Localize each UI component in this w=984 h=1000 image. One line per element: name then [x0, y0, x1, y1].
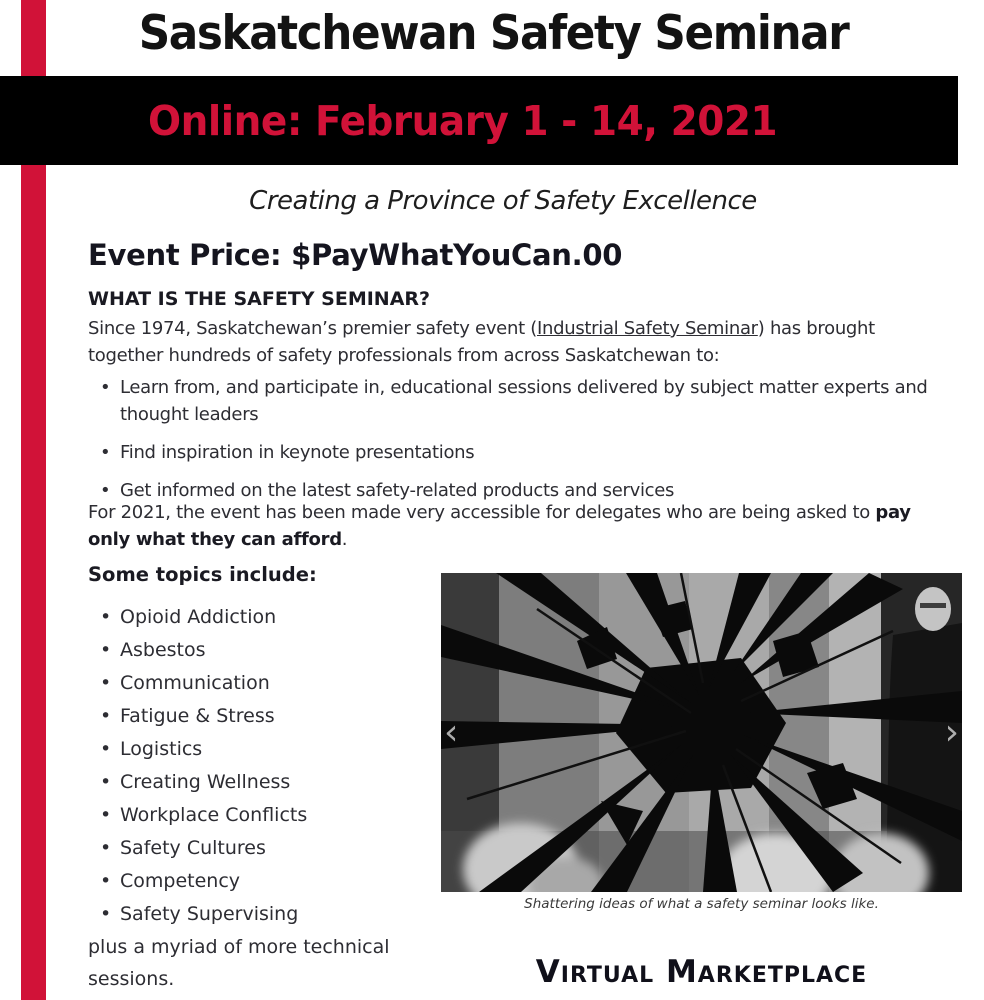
- list-item: [88, 798, 438, 831]
- list-item-label: Workplace Conflicts: [120, 803, 308, 826]
- page-title: [30, 6, 958, 61]
- shattered-glass-photo: [441, 573, 962, 892]
- list-item: [88, 897, 438, 930]
- carousel-next-button[interactable]: ›: [944, 711, 959, 753]
- list-item-label: Learn from, and participate in, educational sessions delivered by subject matter experts and thought leaders: [120, 377, 928, 425]
- intro-text-pre: Since 1974, Saskatchewan’s premier safety event (: [88, 318, 537, 339]
- date-banner-text: Online: February 1 - 14, 2021: [148, 96, 778, 145]
- bullet-icon: •: [100, 737, 112, 760]
- industrial-safety-seminar-link[interactable]: Industrial Safety Seminar: [536, 318, 758, 339]
- bullet-icon: •: [100, 836, 112, 859]
- list-item: [88, 765, 438, 798]
- seminar-photo-carousel: [441, 573, 962, 892]
- outro-text-pre: For 2021, the event has been made very accessible for delegates who are being asked to: [88, 502, 876, 523]
- photo-caption: Shattering ideas of what a safety seminar looks like.: [524, 896, 879, 912]
- bullet-icon: •: [100, 770, 112, 793]
- list-item: [88, 600, 438, 633]
- date-banner: [0, 76, 958, 165]
- outro-bold-text: pay only what they can afford: [88, 502, 911, 550]
- tagline: Creating a Province of Safety Excellence: [249, 186, 757, 216]
- virtual-marketplace-heading: Virtual Marketplace: [535, 954, 868, 990]
- intro-text-post: ) has brought together hundreds of safety professionals from across Saskatchewan to:: [88, 318, 875, 366]
- list-item: [88, 439, 968, 466]
- list-item-label: Safety Cultures: [120, 836, 266, 859]
- list-item-label: Fatigue & Stress: [120, 704, 275, 727]
- bullet-icon: •: [100, 902, 112, 925]
- bullet-icon: •: [100, 671, 112, 694]
- list-item: [88, 864, 438, 897]
- list-item: [88, 699, 438, 732]
- list-item-label: Asbestos: [120, 638, 206, 661]
- carousel-prev-button[interactable]: ‹: [444, 711, 459, 753]
- page-title-text: Saskatchewan Safety Seminar: [139, 6, 849, 61]
- accessibility-paragraph: [88, 499, 944, 553]
- intro-paragraph: [88, 315, 944, 369]
- list-item-label: Creating Wellness: [120, 770, 291, 793]
- list-item: [88, 374, 968, 428]
- bullet-icon: •: [100, 480, 111, 501]
- bullet-icon: •: [100, 377, 111, 398]
- list-item: [88, 732, 438, 765]
- bullet-icon: •: [100, 605, 112, 628]
- list-item-label: Safety Supervising: [120, 902, 299, 925]
- topics-heading: Some topics include:: [88, 563, 317, 586]
- benefits-list: [88, 374, 968, 515]
- list-item: [88, 831, 438, 864]
- list-item-label: Competency: [120, 869, 241, 892]
- list-item: [88, 666, 438, 699]
- outro-text-post: .: [341, 529, 348, 550]
- list-item-label: Opioid Addiction: [120, 605, 277, 628]
- list-item: [88, 633, 438, 666]
- topics-note: plus a myriad of more technical sessions.: [88, 936, 390, 990]
- list-item-label: Get informed on the latest safety-related products and services: [120, 480, 675, 501]
- topics-list: [88, 600, 438, 930]
- bullet-icon: •: [100, 442, 111, 463]
- list-item-label: Logistics: [120, 737, 203, 760]
- list-item-label: Find inspiration in keynote presentations: [120, 442, 475, 463]
- bullet-icon: •: [100, 869, 112, 892]
- event-price: Event Price: $PayWhatYouCan.00: [88, 238, 623, 272]
- what-section-heading: WHAT IS THE SAFETY SEMINAR?: [88, 288, 431, 310]
- list-item-label: Communication: [120, 671, 270, 694]
- bullet-icon: •: [100, 803, 112, 826]
- bullet-icon: •: [100, 704, 112, 727]
- bullet-icon: •: [100, 638, 112, 661]
